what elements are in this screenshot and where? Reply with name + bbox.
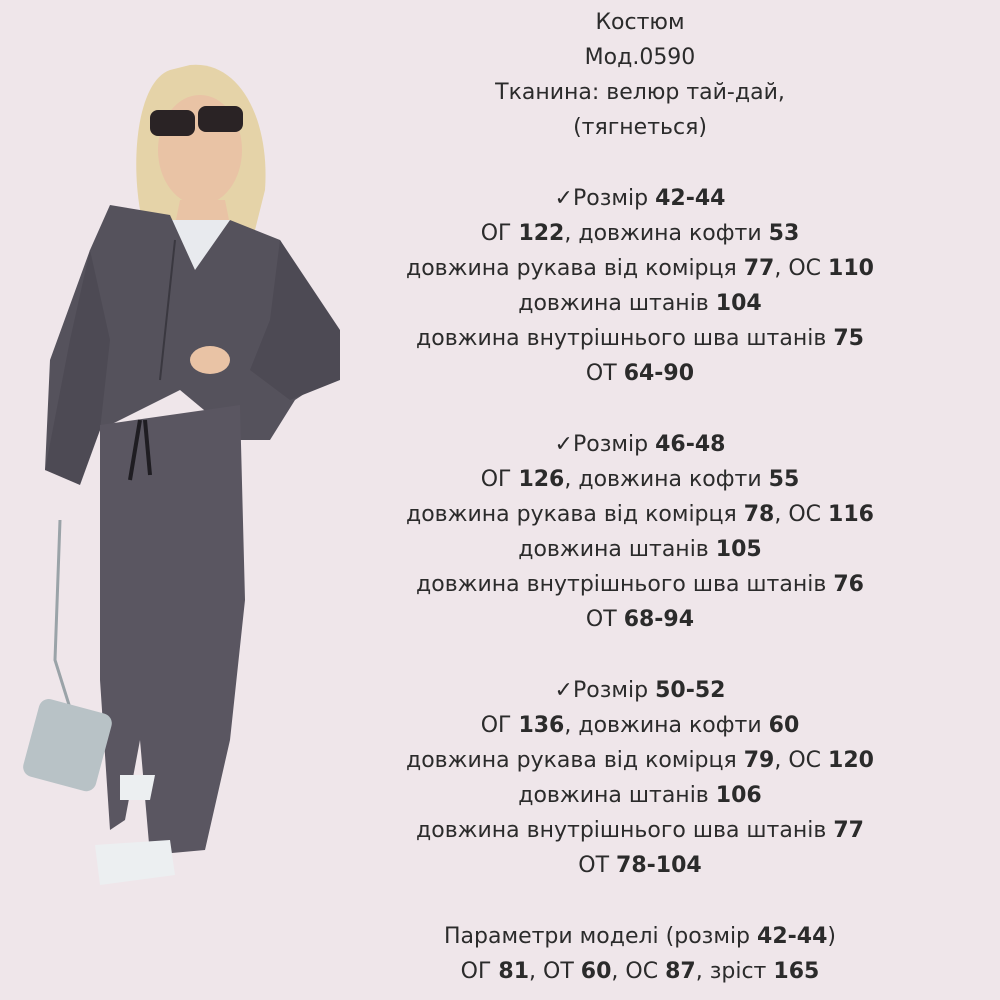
size-chest-jacket: ОГ 136, довжина кофти 60 <box>480 713 800 738</box>
check-icon: ✓ <box>554 432 573 457</box>
product-photo <box>20 40 380 940</box>
model-params-values: ОГ 81, ОТ 60, ОС 87, зріст 165 <box>460 959 820 984</box>
product-title: Костюм <box>595 10 685 35</box>
size-inseam: довжина внутрішнього шва штанів 77 <box>416 818 864 843</box>
sneaker-right <box>120 775 155 800</box>
handbag-shape <box>21 697 114 794</box>
size-heading: ✓Розмір 50-52 <box>554 678 726 703</box>
check-icon: ✓ <box>554 186 573 211</box>
size-heading: ✓Розмір 46-48 <box>554 432 726 457</box>
model-figure-illustration <box>20 40 380 940</box>
size-pants-length: довжина штанів 104 <box>518 291 762 316</box>
check-icon: ✓ <box>554 678 573 703</box>
product-description <box>380 0 900 989</box>
size-heading: ✓Розмір 42-44 <box>554 186 726 211</box>
size-chest-jacket: ОГ 122, довжина кофти 53 <box>480 221 800 246</box>
fabric-description: Тканина: велюр тай-дай, <box>495 80 785 105</box>
size-inseam: довжина внутрішнього шва штанів 76 <box>416 572 864 597</box>
sneaker-left <box>95 840 175 885</box>
hand-shape <box>190 346 230 374</box>
size-sleeve-hips: довжина рукава від комірця 79, ОС 120 <box>406 748 874 773</box>
size-waist: ОТ 78-104 <box>578 853 702 878</box>
size-pants-length: довжина штанів 105 <box>518 537 762 562</box>
size-sleeve-hips: довжина рукава від комірця 78, ОС 116 <box>406 502 874 527</box>
model-number: Мод.0590 <box>584 45 696 70</box>
size-waist: ОТ 64-90 <box>585 361 695 386</box>
size-inseam: довжина внутрішнього шва штанів 75 <box>416 326 864 351</box>
stretch-note: (тягнеться) <box>573 115 707 140</box>
model-params-heading: Параметри моделі (розмір 42-44) <box>444 924 836 949</box>
size-waist: ОТ 68-94 <box>585 607 695 632</box>
size-pants-length: довжина штанів 106 <box>518 783 762 808</box>
size-chest-jacket: ОГ 126, довжина кофти 55 <box>480 467 800 492</box>
size-sleeve-hips: довжина рукава від комірця 77, ОС 110 <box>406 256 874 281</box>
sunglasses-left <box>150 110 195 136</box>
sunglasses-right <box>198 106 243 132</box>
